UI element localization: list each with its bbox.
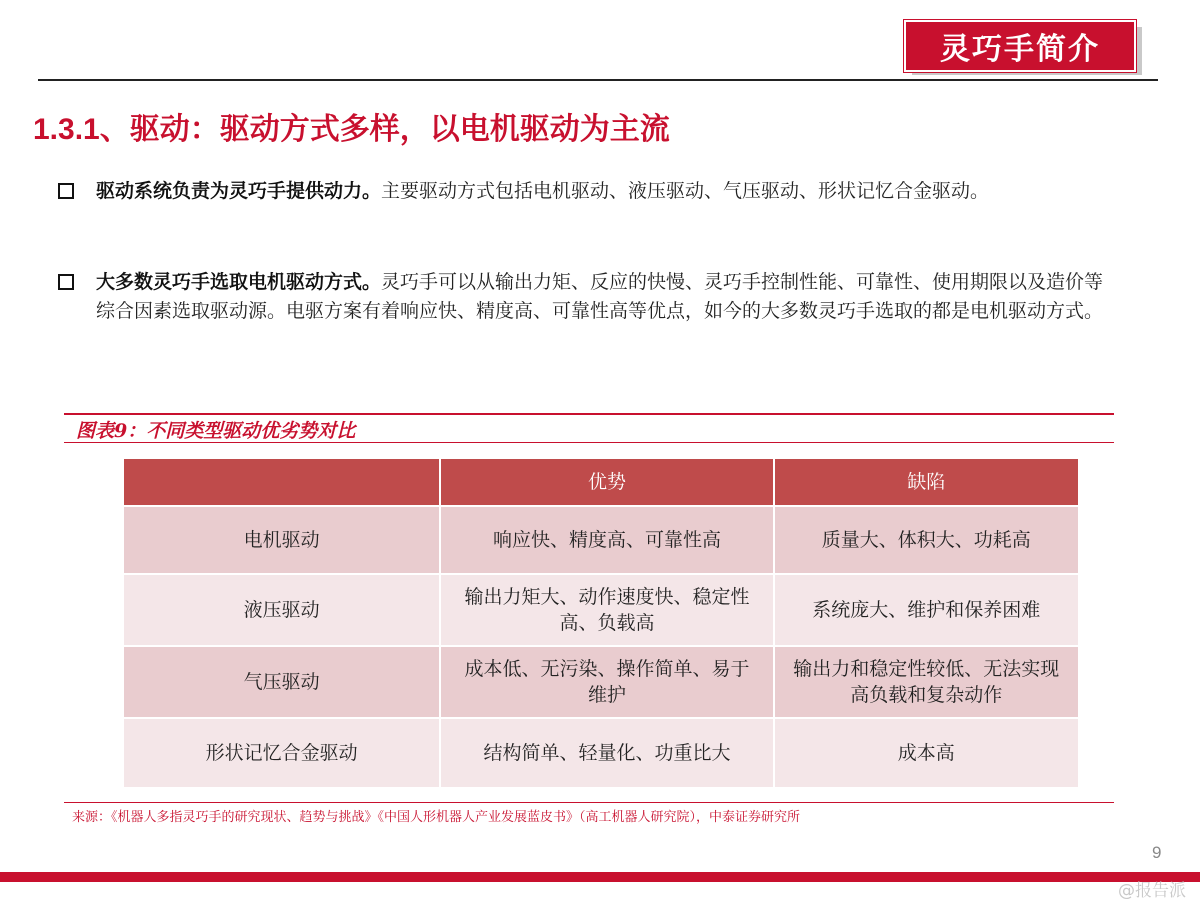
advantage-cell: 响应快、精度高、可靠性高 — [440, 506, 773, 574]
footer-bar — [0, 872, 1200, 882]
title-number: 1.3.1 — [33, 113, 100, 146]
advantage-cell: 成本低、无污染、操作简单、易于维护 — [440, 646, 773, 718]
bullet-text — [96, 268, 1118, 326]
figure-title: 图表9：不同类型驱动优劣势对比 — [76, 420, 356, 442]
drive-type-cell: 液压驱动 — [123, 574, 440, 646]
page-title — [33, 104, 670, 148]
header-cell-disadvantage: 缺陷 — [774, 458, 1079, 506]
source-note: 来源：《机器人多指灵巧手的研究现状、趋势与挑战》《中国人形机器人产业发展蓝皮书》（高工机器人研究院），中泰证券研究所 — [72, 810, 801, 825]
bullet-body: 灵巧手可以从输出力矩、反应的快慢、灵巧手控制性能、可靠性、使用期限以及造价等综合因素选取驱动源。电驱方案有着响应快、精度高、可靠性高等优点，如今的大多数灵巧手选取的都是电机驱动方式。 — [96, 271, 1104, 322]
header-cell-advantage: 优势 — [440, 458, 773, 506]
disadvantage-cell: 系统庞大、维护和保养困难 — [774, 574, 1079, 646]
bullet-body: 主要驱动方式包括电机驱动、液压驱动、气压驱动、形状记忆合金驱动。 — [381, 180, 990, 202]
drive-type-cell: 电机驱动 — [123, 506, 440, 574]
header-cell-empty — [123, 458, 440, 506]
disadvantage-cell: 输出力和稳定性较低、无法实现高负载和复杂动作 — [774, 646, 1079, 718]
checkbox-bullet-icon — [58, 274, 74, 290]
table-header-row — [123, 458, 1079, 506]
disadvantage-cell: 成本高 — [774, 718, 1079, 788]
comparison-table — [122, 457, 1080, 789]
disadvantage-cell: 质量大、体积大、功耗高 — [774, 506, 1079, 574]
checkbox-bullet-icon — [58, 183, 74, 199]
bullet-item — [58, 177, 1118, 206]
bullet-bold-lead: 驱动系统负责为灵巧手提供动力。 — [96, 180, 382, 202]
bullet-item — [58, 268, 1118, 326]
drive-type-cell: 气压驱动 — [123, 646, 440, 718]
advantage-cell: 输出力矩大、动作速度快、稳定性高、负载高 — [440, 574, 773, 646]
figure-top-rule — [64, 413, 1114, 415]
section-brand-label: 灵巧手简介 — [904, 20, 1136, 72]
figure-title-rule — [64, 442, 1114, 443]
watermark-text: @报告派 — [1118, 881, 1186, 900]
bullet-bold-lead: 大多数灵巧手选取电机驱动方式。 — [96, 271, 382, 293]
source-divider — [64, 802, 1114, 803]
header-divider — [38, 79, 1158, 81]
advantage-cell: 结构简单、轻量化、功重比大 — [440, 718, 773, 788]
table-row — [123, 718, 1079, 788]
bullet-text — [96, 177, 989, 206]
title-text: 、驱动：驱动方式多样，以电机驱动为主流 — [99, 112, 670, 147]
drive-type-cell: 形状记忆合金驱动 — [123, 718, 440, 788]
table-row — [123, 646, 1079, 718]
page-number: 9 — [1152, 843, 1162, 862]
table-row — [123, 506, 1079, 574]
table-row — [123, 574, 1079, 646]
